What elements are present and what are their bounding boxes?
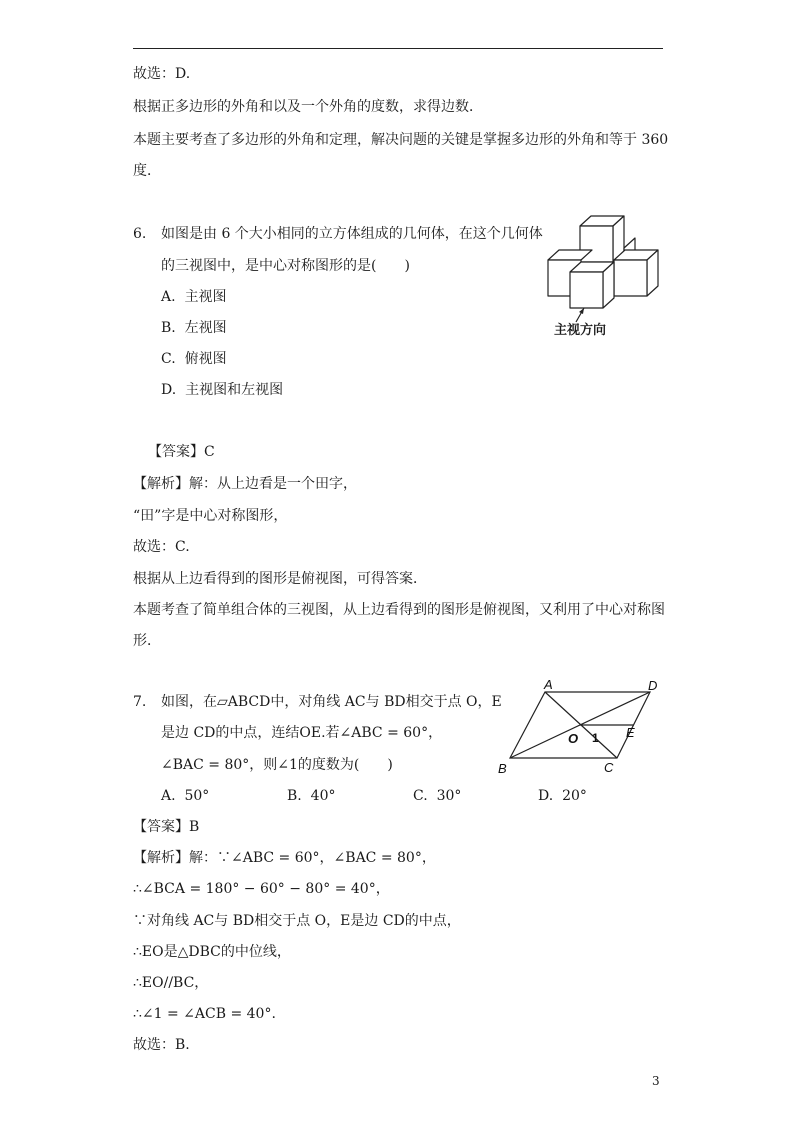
q6-stem-line2: 的三视图中，是中心对称图形的是( )	[161, 258, 410, 274]
point-d-label: D	[648, 680, 658, 693]
q6-analysis-2: “田”字是中心对称图形，	[133, 508, 288, 524]
option-letter: D.	[161, 382, 177, 398]
q6-analysis-3: 故选：C.	[133, 539, 190, 555]
q7-option-a	[161, 786, 209, 806]
q6-number: 6.	[133, 226, 147, 242]
q6-analysis-5: 本题考查了简单组合体的三视图，从上边看得到的图形是俯视图，又利用了中心对称图	[133, 602, 665, 618]
point-e-label: E	[626, 725, 635, 740]
q6-answer: 【答案】C	[148, 444, 215, 460]
q6-option-d	[161, 380, 283, 400]
point-c-label: C	[604, 760, 614, 775]
angle-1-label: 1	[592, 731, 599, 745]
q7-answer: 【答案】B	[133, 819, 200, 835]
option-letter: C.	[161, 351, 176, 367]
option-text: 40°	[310, 788, 336, 804]
q6-analysis-4: 根据从上边看得到的图形是俯视图，可得答案．	[133, 571, 427, 587]
option-letter: B.	[161, 320, 176, 336]
q6-option-a	[161, 287, 226, 307]
q7-option-d	[538, 786, 587, 806]
q7-analysis-4: ∴EO是△DBC的中位线，	[133, 944, 291, 960]
q6-stem-line1: 如图是由 6 个大小相同的立方体组成的几何体，在这个几何体	[161, 226, 543, 242]
q6-figure-label: 主视方向	[554, 322, 607, 337]
option-text: 主视图和左视图	[185, 382, 284, 398]
q7-analysis-3: ∵对角线 AC与 BD相交于点 O，E是边 CD的中点，	[133, 913, 461, 929]
q7-stem-line2: 是边 CD的中点，连结OE.若∠ABC = 60°，	[161, 725, 443, 741]
option-letter: A.	[161, 788, 176, 804]
prev-method-line: 根据正多边形的外角和以及一个外角的度数，求得边数．	[133, 99, 483, 115]
q7-option-b	[287, 786, 335, 806]
option-text: 50°	[184, 788, 210, 804]
q7-analysis-2: ∴∠BCA = 180° − 60° − 80° = 40°，	[133, 881, 390, 897]
option-letter: C.	[413, 788, 428, 804]
option-text: 30°	[436, 788, 462, 804]
q6-analysis-1: 【解析】解：从上边看是一个田字，	[133, 476, 357, 492]
q7-stem-line1: 如图，在▱ABCD中，对角线 AC与 BD相交于点 O，E	[161, 694, 502, 710]
q7-number: 7.	[133, 694, 147, 710]
point-o-label: O	[568, 731, 579, 746]
option-letter: A.	[161, 289, 176, 305]
q7-analysis-6: ∴∠1 = ∠ACB = 40°.	[133, 1006, 276, 1022]
option-text: 主视图	[184, 289, 227, 305]
option-letter: B.	[287, 788, 302, 804]
option-text: 俯视图	[184, 351, 227, 367]
q7-parallelogram-figure	[490, 680, 670, 780]
header-rule	[133, 48, 663, 49]
q7-stem-line3: ∠BAC = 80°，则∠1的度数为( )	[161, 757, 393, 773]
option-letter: D.	[538, 788, 554, 804]
prev-choice-line: 故选：D.	[133, 66, 191, 82]
point-b-label: B	[498, 761, 507, 776]
prev-summary-cont: 度．	[133, 163, 161, 179]
q6-option-c	[161, 349, 227, 369]
option-text: 左视图	[184, 320, 227, 336]
option-text: 20°	[562, 788, 587, 804]
prev-summary-line: 本题主要考查了多边形的外角和定理，解决问题的关键是掌握多边形的外角和等于 360	[133, 132, 669, 148]
q7-option-c	[413, 786, 461, 806]
point-a-label: A	[544, 680, 553, 692]
page-number: 3	[652, 1074, 660, 1088]
q7-analysis-5: ∴EO//BC，	[133, 975, 209, 991]
q6-option-b	[161, 318, 227, 338]
q7-analysis-1: 【解析】解：∵∠ABC = 60°，∠BAC = 80°，	[133, 850, 436, 866]
q6-analysis-6: 形．	[133, 633, 161, 649]
q7-analysis-7: 故选：B.	[133, 1037, 190, 1053]
